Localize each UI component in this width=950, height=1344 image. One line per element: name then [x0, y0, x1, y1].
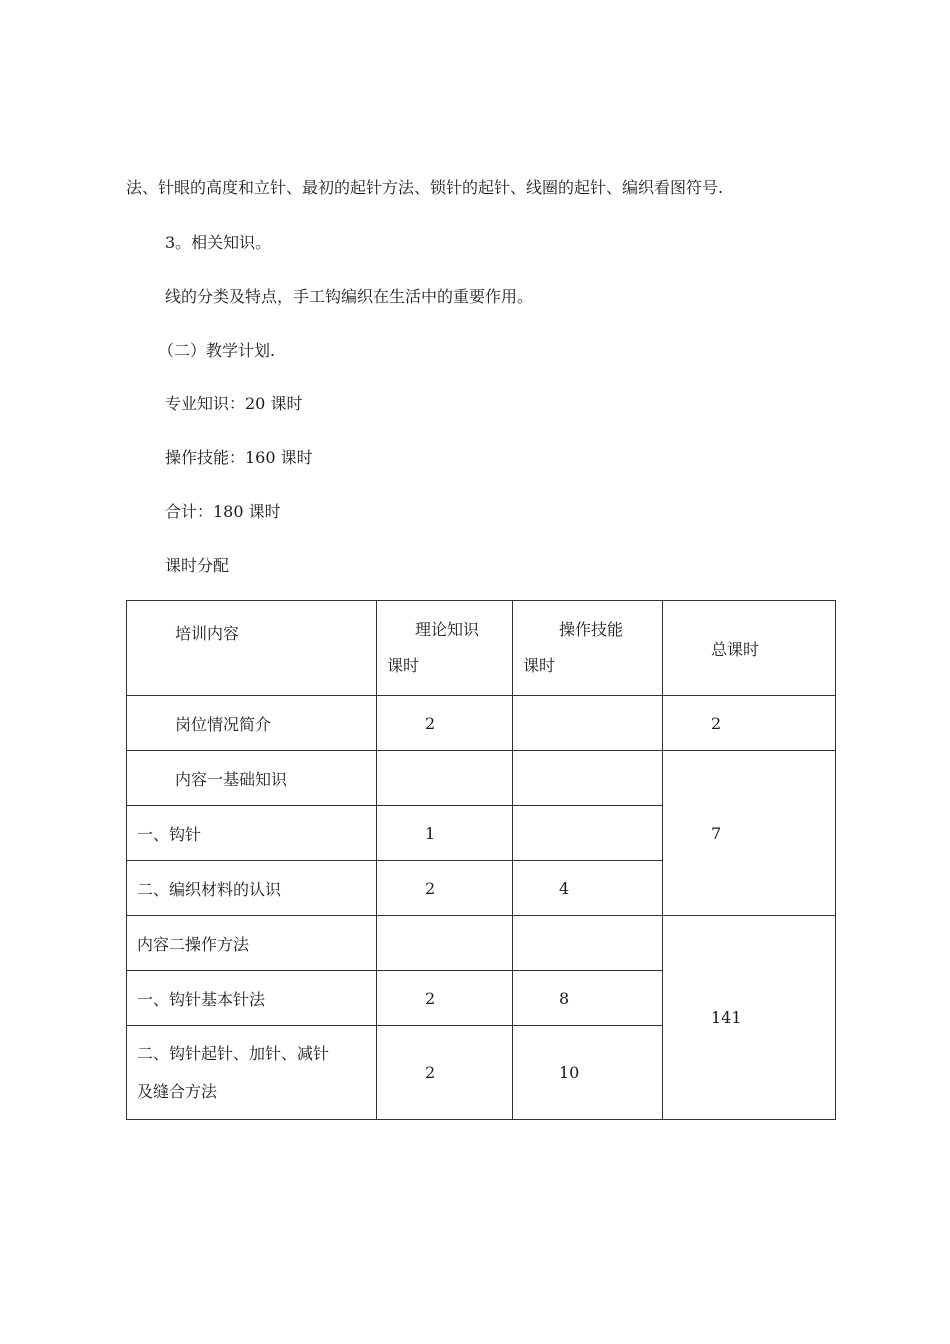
paragraph-continuation: 法、针眼的高度和立针、最初的起针方法、锁针的起针、线圈的起针、编织看图符号. — [126, 178, 724, 197]
header-theory-line1: 理论知识 — [415, 620, 480, 639]
row-part2-item1-theory: 2 — [377, 971, 513, 1026]
section3-body: 线的分类及特点，手工钩编织在生活中的重要作用。 — [165, 287, 534, 306]
table-row — [127, 696, 836, 751]
header-theory — [377, 601, 513, 696]
header-content-label: 培训内容 — [175, 624, 240, 643]
row-intro-theory: 2 — [377, 696, 513, 751]
row-part2-item2-skill: 10 — [513, 1026, 663, 1120]
theory-hours: 专业知识：20 课时 — [165, 394, 303, 413]
table-row — [127, 916, 836, 971]
header-skill-line1: 操作技能 — [559, 620, 624, 639]
row-part1-title-content: 内容一基础知识 — [127, 751, 377, 806]
hours-allocation-table — [126, 600, 836, 1120]
row-part2-item2-line2: 及缝合方法 — [137, 1081, 218, 1101]
row-part2-item2-content — [127, 1026, 377, 1120]
skill-hours: 操作技能：160 课时 — [165, 448, 313, 467]
row-part1-item2-skill: 4 — [513, 861, 663, 916]
allocation-title: 课时分配 — [165, 556, 230, 575]
part1-total: 7 — [663, 751, 836, 916]
header-skill-line2: 课时 — [523, 656, 556, 675]
row-part2-title-content: 内容二操作方法 — [127, 916, 377, 971]
row-intro-skill — [513, 696, 663, 751]
row-part1-item2-content: 二、编织材料的认识 — [127, 861, 377, 916]
row-intro-content: 岗位情况简介 — [127, 696, 377, 751]
row-part1-item2-theory: 2 — [377, 861, 513, 916]
header-content — [127, 601, 377, 696]
row-part2-title-skill — [513, 916, 663, 971]
row-part1-title-theory — [377, 751, 513, 806]
section3-title: 3。相关知识。 — [165, 233, 272, 252]
header-total: 总课时 — [663, 601, 836, 696]
part2-total: 141 — [663, 916, 836, 1120]
table-row — [127, 751, 836, 806]
total-hours: 合计：180 课时 — [165, 502, 281, 521]
row-part2-item1-skill: 8 — [513, 971, 663, 1026]
header-theory-line2: 课时 — [387, 656, 420, 675]
header-skill — [513, 601, 663, 696]
row-part2-item2-theory: 2 — [377, 1026, 513, 1120]
row-intro-total: 2 — [663, 696, 836, 751]
row-part1-item1-theory: 1 — [377, 806, 513, 861]
table-header-row — [127, 601, 836, 696]
row-part1-title-skill — [513, 751, 663, 806]
row-part2-item2-line1: 二、钩针起针、加针、减针 — [137, 1043, 330, 1063]
row-part2-item1-content: 一、钩针基本针法 — [127, 971, 377, 1026]
row-part1-item1-skill — [513, 806, 663, 861]
row-part1-item1-content: 一、钩针 — [127, 806, 377, 861]
row-part2-title-theory — [377, 916, 513, 971]
plan-title: （二）教学计划. — [158, 341, 276, 360]
